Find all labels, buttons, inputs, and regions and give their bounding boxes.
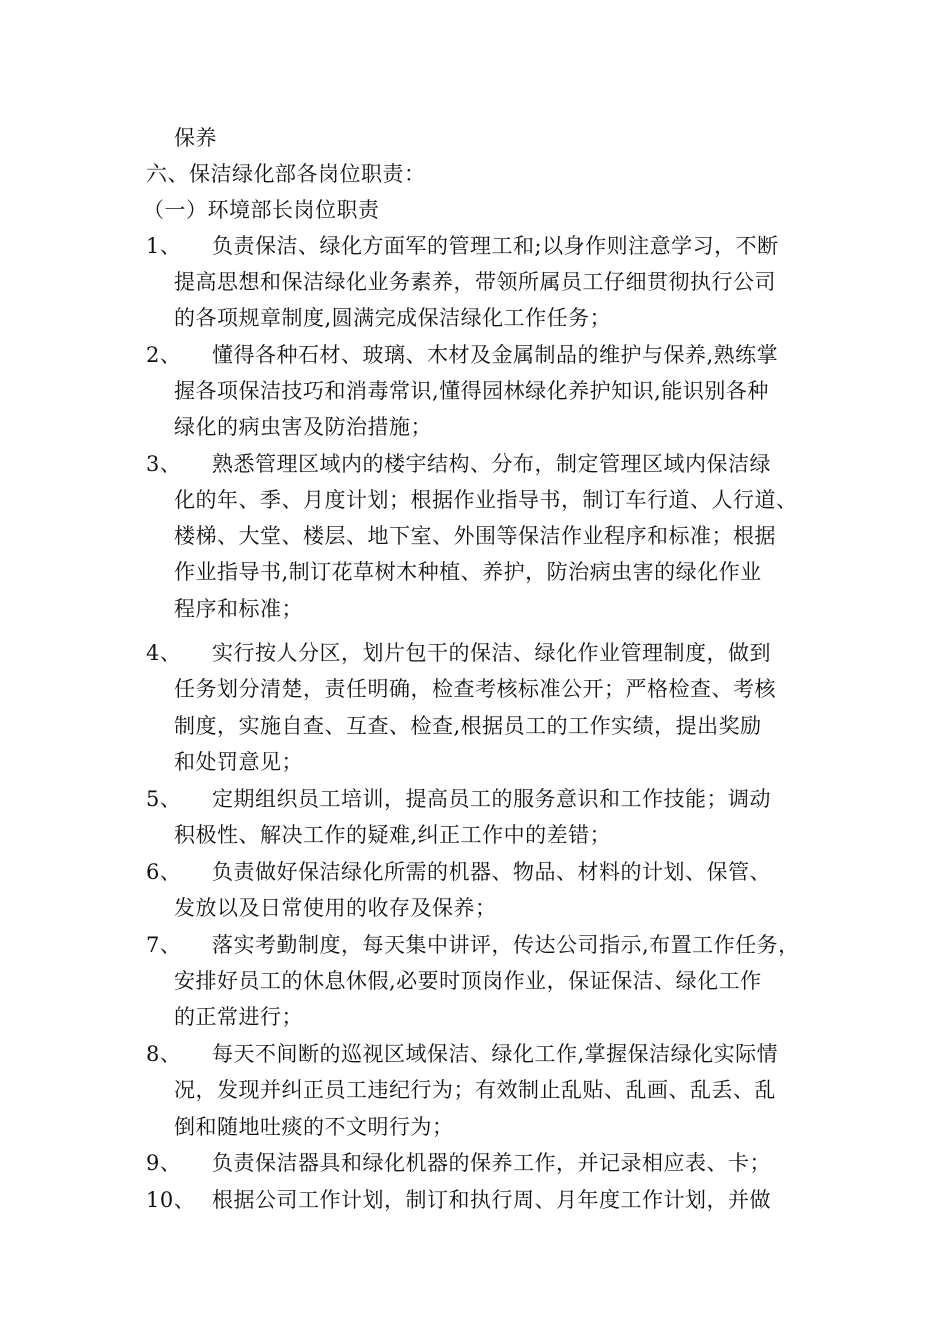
item-text: 倒和随地吐痰的不文明行为； <box>174 1115 454 1139</box>
item-text: 任务划分清楚，责任明确，检查考核标准公开；严格检查、考核 <box>174 677 776 701</box>
item-text: 化的年、季、月度计划；根据作业指导书，制订车行道、人行道、 <box>174 488 798 512</box>
item-text: 楼梯、大堂、楼层、地下室、外围等保洁作业程序和标准；根据 <box>174 524 776 548</box>
item-text: 实行按人分区，划片包干的保洁、绿化作业管理制度，做到 <box>212 641 771 665</box>
item-number: 4、 <box>146 641 182 665</box>
item-number: 3、 <box>146 452 182 476</box>
item-number: 1、 <box>146 234 182 258</box>
item-text: 负责保洁器具和绿化机器的保养工作，并记录相应表、卡； <box>212 1151 771 1175</box>
section-heading: 六、保洁绿化部各岗位职责： <box>146 162 426 186</box>
subsection-heading: （一）环境部长岗位职责 <box>143 198 380 222</box>
item-number: 9、 <box>146 1151 182 1175</box>
item-text: 定期组织员工培训，提高员工的服务意识和工作技能；调动 <box>212 787 771 811</box>
item-text: 制度，实施自查、互查、检查,根据员工的工作实绩，提出奖励 <box>174 714 762 738</box>
item-number: 10、 <box>146 1188 196 1212</box>
item-text: 握各项保洁技巧和消毒常识,懂得园林绿化养护知识,能识别各种 <box>174 379 769 403</box>
item-text: 每天不间断的巡视区域保洁、绿化工作,掌握保洁绿化实际情 <box>212 1042 779 1066</box>
item-text: 况，发现并纠正员工违纪行为；有效制止乱贴、乱画、乱丢、乱 <box>174 1078 776 1102</box>
item-number: 6、 <box>146 860 182 884</box>
item-text: 落实考勤制度，每天集中讲评，传达公司指示,布置工作任务， <box>212 933 800 957</box>
item-number: 7、 <box>146 933 182 957</box>
item-text: 根据公司工作计划，制订和执行周、月年度工作计划，并做 <box>212 1188 771 1212</box>
item-text: 作业指导书,制订花草树木种植、养护，防治病虫害的绿化作业 <box>174 560 762 584</box>
item-text: 安排好员工的休息休假,必要时顶岗作业，保证保洁、绿化工作 <box>174 969 762 993</box>
item-text: 负责做好保洁绿化所需的机器、物品、材料的计划、保管、 <box>212 860 771 884</box>
item-number: 2、 <box>146 343 182 367</box>
continuation-text: 保养 <box>174 126 217 150</box>
item-text: 熟悉管理区域内的楼宇结构、分布，制定管理区域内保洁绿 <box>212 452 771 476</box>
item-text: 的各项规章制度,圆满完成保洁绿化工作任务； <box>174 306 612 330</box>
item-number: 5、 <box>146 787 182 811</box>
item-text: 提高思想和保洁绿化业务素养，带领所属员工仔细贯彻执行公司 <box>174 270 776 294</box>
item-number: 8、 <box>146 1042 182 1066</box>
item-text: 积极性、解决工作的疑难,纠正工作中的差错； <box>174 823 612 847</box>
item-text: 绿化的病虫害及防治措施； <box>174 415 432 439</box>
item-text: 的正常进行； <box>174 1005 303 1029</box>
item-text: 发放以及日常使用的收存及保养； <box>174 896 497 920</box>
item-text: 负责保洁、绿化方面军的管理工和;以身作则注意学习，不断 <box>212 234 779 258</box>
item-text: 懂得各种石材、玻璃、木材及金属制品的维护与保养,熟练掌 <box>212 343 779 367</box>
item-text: 和处罚意见； <box>174 750 303 774</box>
item-text: 程序和标准； <box>174 597 303 621</box>
